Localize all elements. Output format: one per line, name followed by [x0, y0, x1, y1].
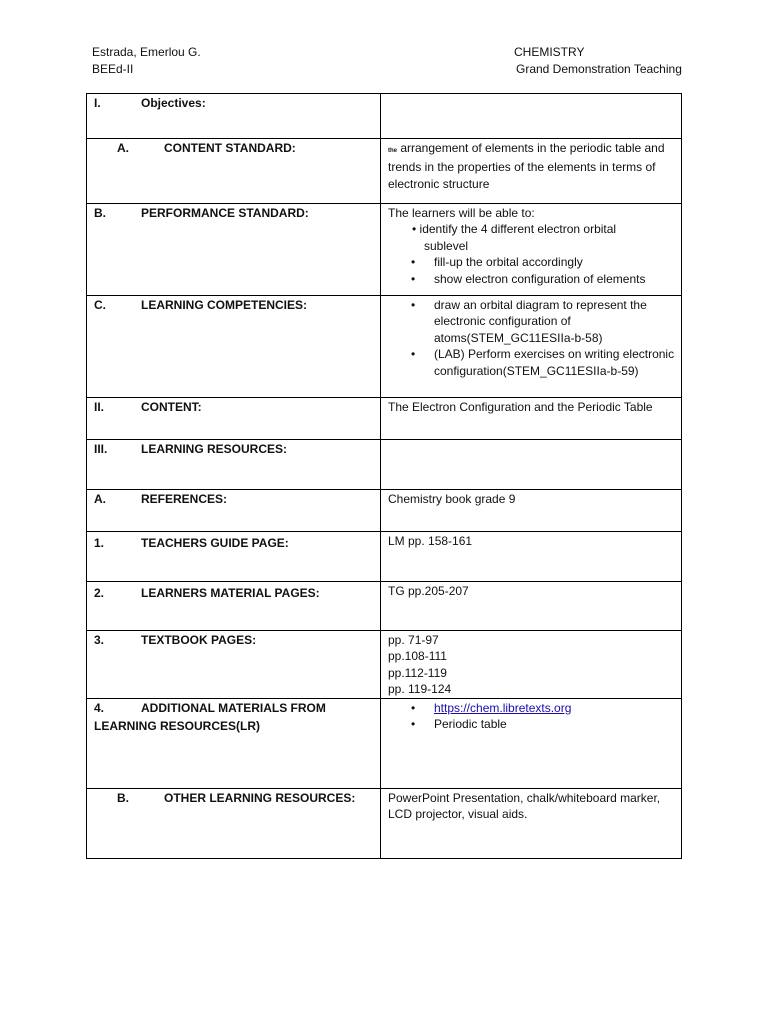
row-number: III. [94, 442, 108, 456]
row-number: A. [117, 141, 129, 155]
row-label: LEARNERS MATERIAL PAGES: [141, 586, 320, 600]
content-standard-value [381, 139, 682, 204]
additional-value [381, 699, 682, 789]
row-label: CONTENT STANDARD: [164, 141, 296, 155]
row-number: 3. [94, 633, 105, 647]
row-performance-standard [87, 204, 682, 296]
row-content-standard [87, 139, 682, 204]
row-label: PERFORMANCE STANDARD: [141, 206, 309, 220]
row-label: LEARNING RESOURCES: [141, 442, 288, 456]
textbook-page: pp.108-111 [388, 649, 447, 664]
row-content [87, 398, 682, 440]
row-learning-resources [87, 440, 682, 490]
row-value-empty [381, 440, 682, 490]
row-label: TEXTBOOK PAGES: [141, 633, 257, 647]
competencies-list [388, 297, 675, 379]
row-label: REFERENCES: [141, 492, 228, 506]
row-number: II. [94, 400, 105, 414]
row-references [87, 490, 682, 532]
row-teachers-guide [87, 532, 682, 582]
learners-material-value: TG pp.205-207 [381, 582, 682, 631]
row-number: 4. [94, 701, 105, 715]
row-label-cont: LEARNING RESOURCES(LR) [94, 719, 261, 734]
row-learning-competencies [87, 296, 682, 398]
row-number: 1. [94, 536, 105, 550]
additional-list [388, 700, 675, 733]
content-standard-text: arrangement of elements in the periodic table and trends in the properties of the elements in terms of electronic structure [388, 141, 665, 191]
row-number: 2. [94, 586, 105, 600]
small-word: the [388, 148, 397, 154]
row-textbook [87, 631, 682, 699]
list-item: • show electron configuration of elements [388, 271, 675, 287]
activity-title: Grand Demonstration Teaching [516, 62, 682, 76]
performance-item-1-cont: sublevel [424, 238, 469, 253]
references-value: Chemistry book grade 9 [381, 490, 682, 532]
performance-item-1: • identify the 4 different electron orbital [412, 222, 617, 237]
row-objectives [87, 94, 682, 139]
textbook-page: pp. 71-97 [388, 633, 439, 647]
performance-intro: The learners will be able to: [388, 206, 535, 220]
subject-title: CHEMISTRY [514, 45, 585, 59]
lesson-plan-table [86, 93, 682, 859]
author-name: Estrada, Emerlou G. [92, 45, 201, 59]
list-item: • draw an orbital diagram to represent the electronic configuration of atoms(STEM_GC11ESIIa-b-58) [388, 297, 675, 346]
row-label: TEACHERS GUIDE PAGE: [141, 536, 289, 550]
list-item: • Periodic table [388, 716, 675, 732]
list-item: • (LAB) Perform exercises on writing electronic configuration(STEM_GC11ESIIa-b-59) [388, 346, 675, 379]
performance-standard-value [381, 204, 682, 296]
row-value-empty [381, 94, 682, 139]
libretexts-link[interactable]: https://chem.libretexts.org [434, 701, 572, 715]
author-course: BEEd-II [92, 62, 134, 76]
row-other-resources [87, 789, 682, 859]
textbook-page: pp.112-119 [388, 665, 447, 680]
row-label: CONTENT: [141, 400, 202, 414]
row-label: LEARNING COMPETENCIES: [141, 298, 308, 312]
textbook-value [381, 631, 682, 699]
row-label: Objectives: [141, 96, 206, 110]
performance-list [388, 254, 675, 287]
row-label: OTHER LEARNING RESOURCES: [164, 791, 356, 805]
other-resources-value: PowerPoint Presentation, chalk/whiteboard marker, LCD projector, visual aids. [381, 789, 682, 859]
row-learners-material [87, 582, 682, 631]
list-item: • fill-up the orbital accordingly [388, 254, 675, 270]
row-additional-materials [87, 699, 682, 789]
row-number: B. [117, 791, 129, 805]
row-number: A. [94, 492, 106, 506]
textbook-page: pp. 119-124 [388, 682, 452, 697]
row-label: ADDITIONAL MATERIALS FROM [141, 701, 326, 715]
content-value: The Electron Configuration and the Periodic Table [381, 398, 682, 440]
row-number: I. [94, 96, 101, 110]
row-number: C. [94, 298, 106, 312]
learning-competencies-value [381, 296, 682, 398]
list-item [388, 700, 675, 716]
teachers-guide-value: LM pp. 158-161 [381, 532, 682, 582]
row-number: B. [94, 206, 106, 220]
